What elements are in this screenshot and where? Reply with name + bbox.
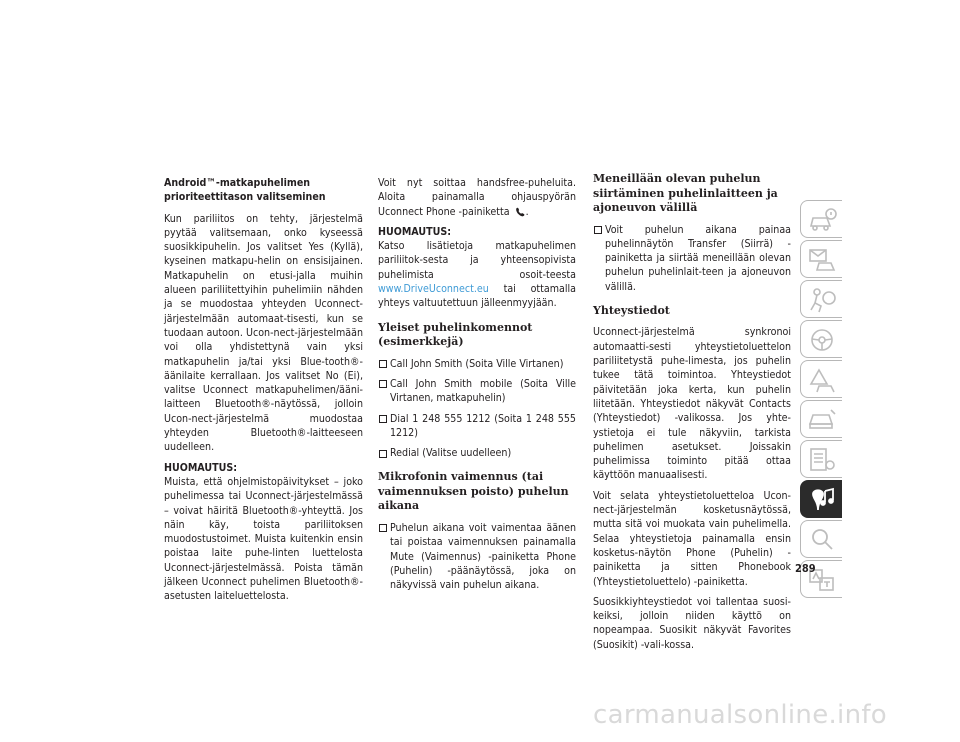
search-icon xyxy=(807,526,837,554)
list-item: Call John Smith (Soita Ville Virtanen) xyxy=(378,357,576,371)
intro-end: . xyxy=(525,205,529,218)
warning-car-icon xyxy=(807,366,837,394)
paragraph: Uconnect-järjestelmä synkronoi automaatti-sesti yhteystietoluettelon pariliitetystä puhe-limesta, jos puhelin tukee tätä toimintoa. Yhteystiedot päivitetään joka kerta, kun puhelin liitetään. Yhteystiedot näkyvät Contacts (Yhteystiedot) -valikossa. Jos yhte-ystietoja ei tule näkyviin, tarkista puhelimen asetukset. Joissakin puhelimissa toiminto pitää ottaa käyttöön manuaalisesti. xyxy=(593,326,791,482)
paragraph: Suosikkiyhteystiedot voi tallentaa suosi-keiksi, jolloin niiden käyttö on nopeampaa. Suosikit näkyvät Favorites (Suosikit) -vali-kossa. xyxy=(593,595,791,651)
website-link[interactable]: www.DriveUconnect.eu xyxy=(378,283,489,296)
common-commands-heading: Yleiset puhelinkomennot (esimerkkejä) xyxy=(378,320,533,349)
tab-service[interactable] xyxy=(800,400,842,438)
list-item: Puhelun aikana voit vaimentaa äänen tai poistaa vaimennuksen painamalla Mute (Vaimennus) -painiketta Phone (Puhelin) -päänäytössä, joka on näkyvissä vain puhelun aikana. xyxy=(378,521,576,592)
car-service-icon xyxy=(807,406,837,434)
mute-list xyxy=(378,521,576,592)
list-item: Call John Smith mobile (Soita Ville Virtanen, matkapuhelin) xyxy=(378,377,576,406)
note-text xyxy=(378,239,576,310)
steering-wheel-icon xyxy=(807,326,837,354)
tab-multimedia[interactable] xyxy=(800,480,842,518)
list-item: Voit puhelun aikana painaa puhelinnäytön Transfer (Siirrä) -painiketta ja siirtää meneillään olevan puhelun puhelinlait-teen ja ajoneuvon välillä. xyxy=(593,223,791,294)
note-text-b: tai ottamalla yhteys valtuutettuun jälleenmyyjään. xyxy=(378,283,577,310)
intro-paragraph xyxy=(378,176,576,219)
paragraph: Voit selata yhteystietoluetteloa Ucon-nect-järjestelmän kosketusnäytössä, mutta sitä voi muokata vain puhelimella. Selaa yhteystietoja painamalla ensin kosketus-näytön Phone (Puhelin) -painiketta ja sitten Phonebook (Yhteystietoluettelo) -painiketta. xyxy=(593,489,791,588)
tab-car-info[interactable] xyxy=(800,200,842,238)
commands-list xyxy=(378,357,576,461)
column-3 xyxy=(593,172,791,658)
tab-emergency[interactable] xyxy=(800,360,842,398)
list-item: Dial 1 248 555 1212 (Soita 1 248 555 1212) xyxy=(378,412,576,441)
page-number: 289 xyxy=(795,562,816,575)
note-text: Muista, että ohjelmistopäivitykset – joko puhelimessa tai Uconnect-järjestelmässä – voivat häiritä Bluetooth®-yhteyttä. Jos näin käy, toista pariliitoksen muodostustoimet. Muista kuitenkin ensin poistaa laite puhe-linten luettelosta Uconnect-järjestelmässä. Poista tämän jälkeen Uconnect puhelimen Bluetooth®-asetusten laiteluettelosta. xyxy=(164,475,363,603)
contacts-heading: Yhteystiedot xyxy=(593,303,670,317)
section-heading: Android™-matkapuhelimen prioriteettitason valitseminen xyxy=(164,177,326,204)
note-text-a: Katso lisätietoja matkapuhelimen pariliitok-sesta ja yhteensopivista puhelimista osoit-teesta xyxy=(378,240,576,281)
tab-car-mail[interactable] xyxy=(800,240,842,278)
watermark: carmanualsonline.info xyxy=(593,700,888,730)
column-2 xyxy=(378,176,576,598)
phone-icon xyxy=(515,207,526,217)
note-title: HUOMAUTUS: xyxy=(378,225,452,238)
tab-driving[interactable] xyxy=(800,320,842,358)
tab-specs[interactable] xyxy=(800,440,842,478)
tab-index[interactable] xyxy=(800,520,842,558)
paragraph: Kun pariliitos on tehty, järjestelmä pyytää valitsemaan, onko kyseessä suosikkipuhelin. Jos valitset Yes (Kyllä), kyseinen matkapu-helin on ensisijainen. Matkapuhelin on etusi-jalla muihin alueen pariliitettyihin puhelimiin nähden ja se muodostaa yhteyden Uconnect-järjestelmään automaat-tisesti, kun se tuodaan autoon. Ucon-nect-järjestelmään voi olla yhdistettynä vain yksi matkapuhelin ja/tai yksi Blue-tooth®-äänilaite kerrallaan. Jos valitset No (Ei), valitse Uconnect matkapuhelimen/ääni-laitteen Bluetooth®-näytössä, jolloin Ucon-nect-järjestelmä muodostaa yhteyden Bluetooth®-laitteeseen uudelleen. xyxy=(164,212,363,454)
transfer-list xyxy=(593,223,791,294)
note-title: HUOMAUTUS: xyxy=(164,461,238,474)
mute-heading: Mikrofonin vaimennus (tai vaimennuksen poisto) puhelun aikana xyxy=(378,470,569,513)
car-info-icon xyxy=(807,206,837,234)
car-mail-icon xyxy=(807,246,837,274)
tab-safety[interactable] xyxy=(800,280,842,318)
spec-list-icon xyxy=(807,446,837,474)
transfer-heading: Meneillään olevan puhelun siirtäminen puhelinlaitteen ja ajoneuvon välillä xyxy=(593,172,778,214)
column-1 xyxy=(164,176,363,610)
airbag-person-icon xyxy=(807,286,837,314)
intro-text: Voit nyt soittaa handsfree-puheluita. Aloita painamalla ohjauspyörän Uconnect Phone -painiketta xyxy=(378,177,576,218)
list-item: Redial (Valitse uudelleen) xyxy=(378,446,576,460)
multimedia-icon xyxy=(807,486,837,514)
